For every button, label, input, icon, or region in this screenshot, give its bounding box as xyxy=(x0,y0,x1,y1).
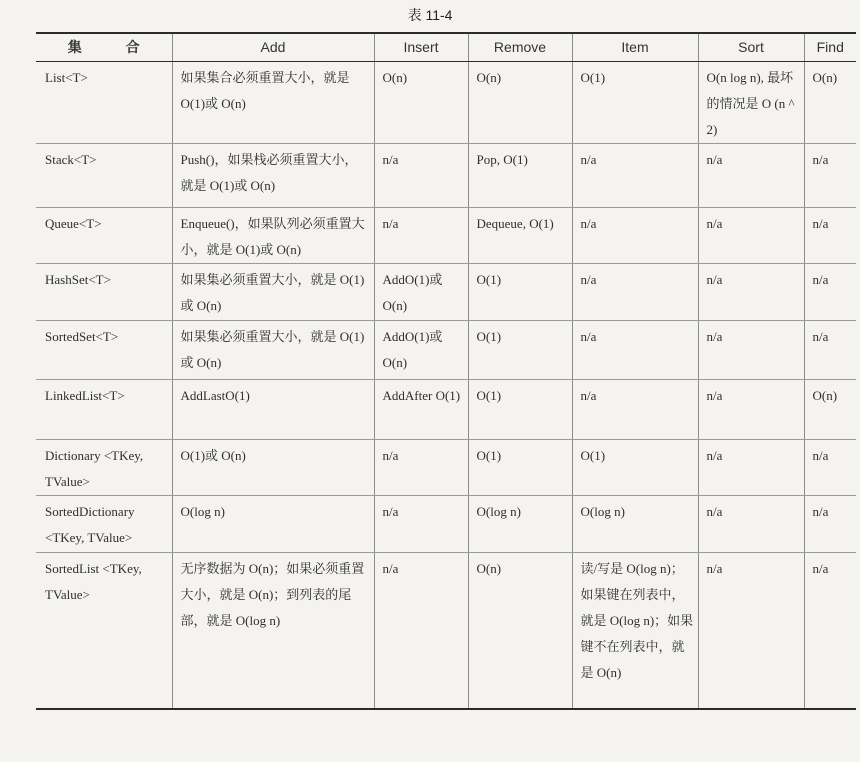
cell-remove: Dequeue, O(1) xyxy=(468,208,572,264)
cell-remove: O(n) xyxy=(468,62,572,144)
table-row xyxy=(36,380,856,440)
cell-remove: Pop, O(1) xyxy=(468,144,572,208)
header-insert: Insert xyxy=(374,33,468,62)
cell-find: n/a xyxy=(804,264,856,321)
table-row xyxy=(36,321,856,380)
table-row xyxy=(36,62,856,144)
cell-insert: AddO(1)或 O(n) xyxy=(374,321,468,380)
cell-collection: SortedDictionary <TKey, TValue> xyxy=(36,496,172,553)
cell-item: n/a xyxy=(572,208,698,264)
cell-collection: SortedSet<T> xyxy=(36,321,172,380)
cell-sort: n/a xyxy=(698,440,804,496)
cell-collection: Queue<T> xyxy=(36,208,172,264)
table-row xyxy=(36,553,856,710)
cell-collection: Dictionary <TKey, TValue> xyxy=(36,440,172,496)
cell-find: n/a xyxy=(804,496,856,553)
header-collection: 集 合 xyxy=(36,33,172,62)
cell-sort: n/a xyxy=(698,144,804,208)
cell-remove: O(1) xyxy=(468,440,572,496)
cell-remove: O(log n) xyxy=(468,496,572,553)
table-row xyxy=(36,208,856,264)
cell-item: 读/写是 O(log n)；如果键在列表中，就是 O(log n)；如果键不在列表中，就是 O(n) xyxy=(572,553,698,710)
cell-find: n/a xyxy=(804,553,856,710)
cell-remove: O(1) xyxy=(468,380,572,440)
cell-sort: n/a xyxy=(698,208,804,264)
cell-insert: O(n) xyxy=(374,62,468,144)
table-row xyxy=(36,264,856,321)
cell-insert: AddO(1)或 O(n) xyxy=(374,264,468,321)
cell-remove: O(1) xyxy=(468,264,572,321)
cell-item: n/a xyxy=(572,264,698,321)
cell-add: O(1)或 O(n) xyxy=(172,440,374,496)
cell-collection: List<T> xyxy=(36,62,172,144)
header-sort: Sort xyxy=(698,33,804,62)
header-add: Add xyxy=(172,33,374,62)
header-row xyxy=(36,33,856,62)
cell-insert: n/a xyxy=(374,208,468,264)
cell-find: n/a xyxy=(804,321,856,380)
cell-remove: O(n) xyxy=(468,553,572,710)
cell-item: O(1) xyxy=(572,440,698,496)
cell-add: 如果集必须重置大小，就是 O(1)或 O(n) xyxy=(172,264,374,321)
table-row xyxy=(36,440,856,496)
cell-insert: n/a xyxy=(374,553,468,710)
cell-collection: HashSet<T> xyxy=(36,264,172,321)
cell-collection: SortedList <TKey, TValue> xyxy=(36,553,172,710)
cell-sort: n/a xyxy=(698,321,804,380)
cell-sort: n/a xyxy=(698,380,804,440)
cell-collection: LinkedList<T> xyxy=(36,380,172,440)
table-row xyxy=(36,144,856,208)
cell-add: O(log n) xyxy=(172,496,374,553)
cell-find: O(n) xyxy=(804,62,856,144)
cell-find: n/a xyxy=(804,208,856,264)
cell-add: Push()，如果栈必须重置大小，就是 O(1)或 O(n) xyxy=(172,144,374,208)
cell-item: n/a xyxy=(572,144,698,208)
cell-insert: n/a xyxy=(374,496,468,553)
cell-insert: AddAfter O(1) xyxy=(374,380,468,440)
cell-add: AddLastO(1) xyxy=(172,380,374,440)
cell-add: 如果集必须重置大小，就是 O(1)或 O(n) xyxy=(172,321,374,380)
header-remove: Remove xyxy=(468,33,572,62)
cell-collection: Stack<T> xyxy=(36,144,172,208)
header-item: Item xyxy=(572,33,698,62)
cell-sort: n/a xyxy=(698,264,804,321)
collections-complexity-table xyxy=(36,32,856,710)
cell-insert: n/a xyxy=(374,440,468,496)
cell-sort: n/a xyxy=(698,553,804,710)
cell-remove: O(1) xyxy=(468,321,572,380)
cell-sort: n/a xyxy=(698,496,804,553)
cell-item: O(1) xyxy=(572,62,698,144)
cell-find: O(n) xyxy=(804,380,856,440)
cell-item: n/a xyxy=(572,321,698,380)
table-caption: 表 11-4 xyxy=(407,7,453,23)
table-row xyxy=(36,496,856,553)
cell-item: n/a xyxy=(572,380,698,440)
header-find: Find xyxy=(804,33,856,62)
cell-add: Enqueue()，如果队列必须重置大小，就是 O(1)或 O(n) xyxy=(172,208,374,264)
cell-find: n/a xyxy=(804,144,856,208)
cell-add: 无序数据为 O(n)；如果必须重置大小，就是 O(n)；到列表的尾部，就是 O(log n) xyxy=(172,553,374,710)
cell-insert: n/a xyxy=(374,144,468,208)
cell-item: O(log n) xyxy=(572,496,698,553)
cell-add: 如果集合必须重置大小，就是 O(1)或 O(n) xyxy=(172,62,374,144)
cell-find: n/a xyxy=(804,440,856,496)
cell-sort: O(n log n), 最坏的情况是 O (n ^ 2) xyxy=(698,62,804,144)
